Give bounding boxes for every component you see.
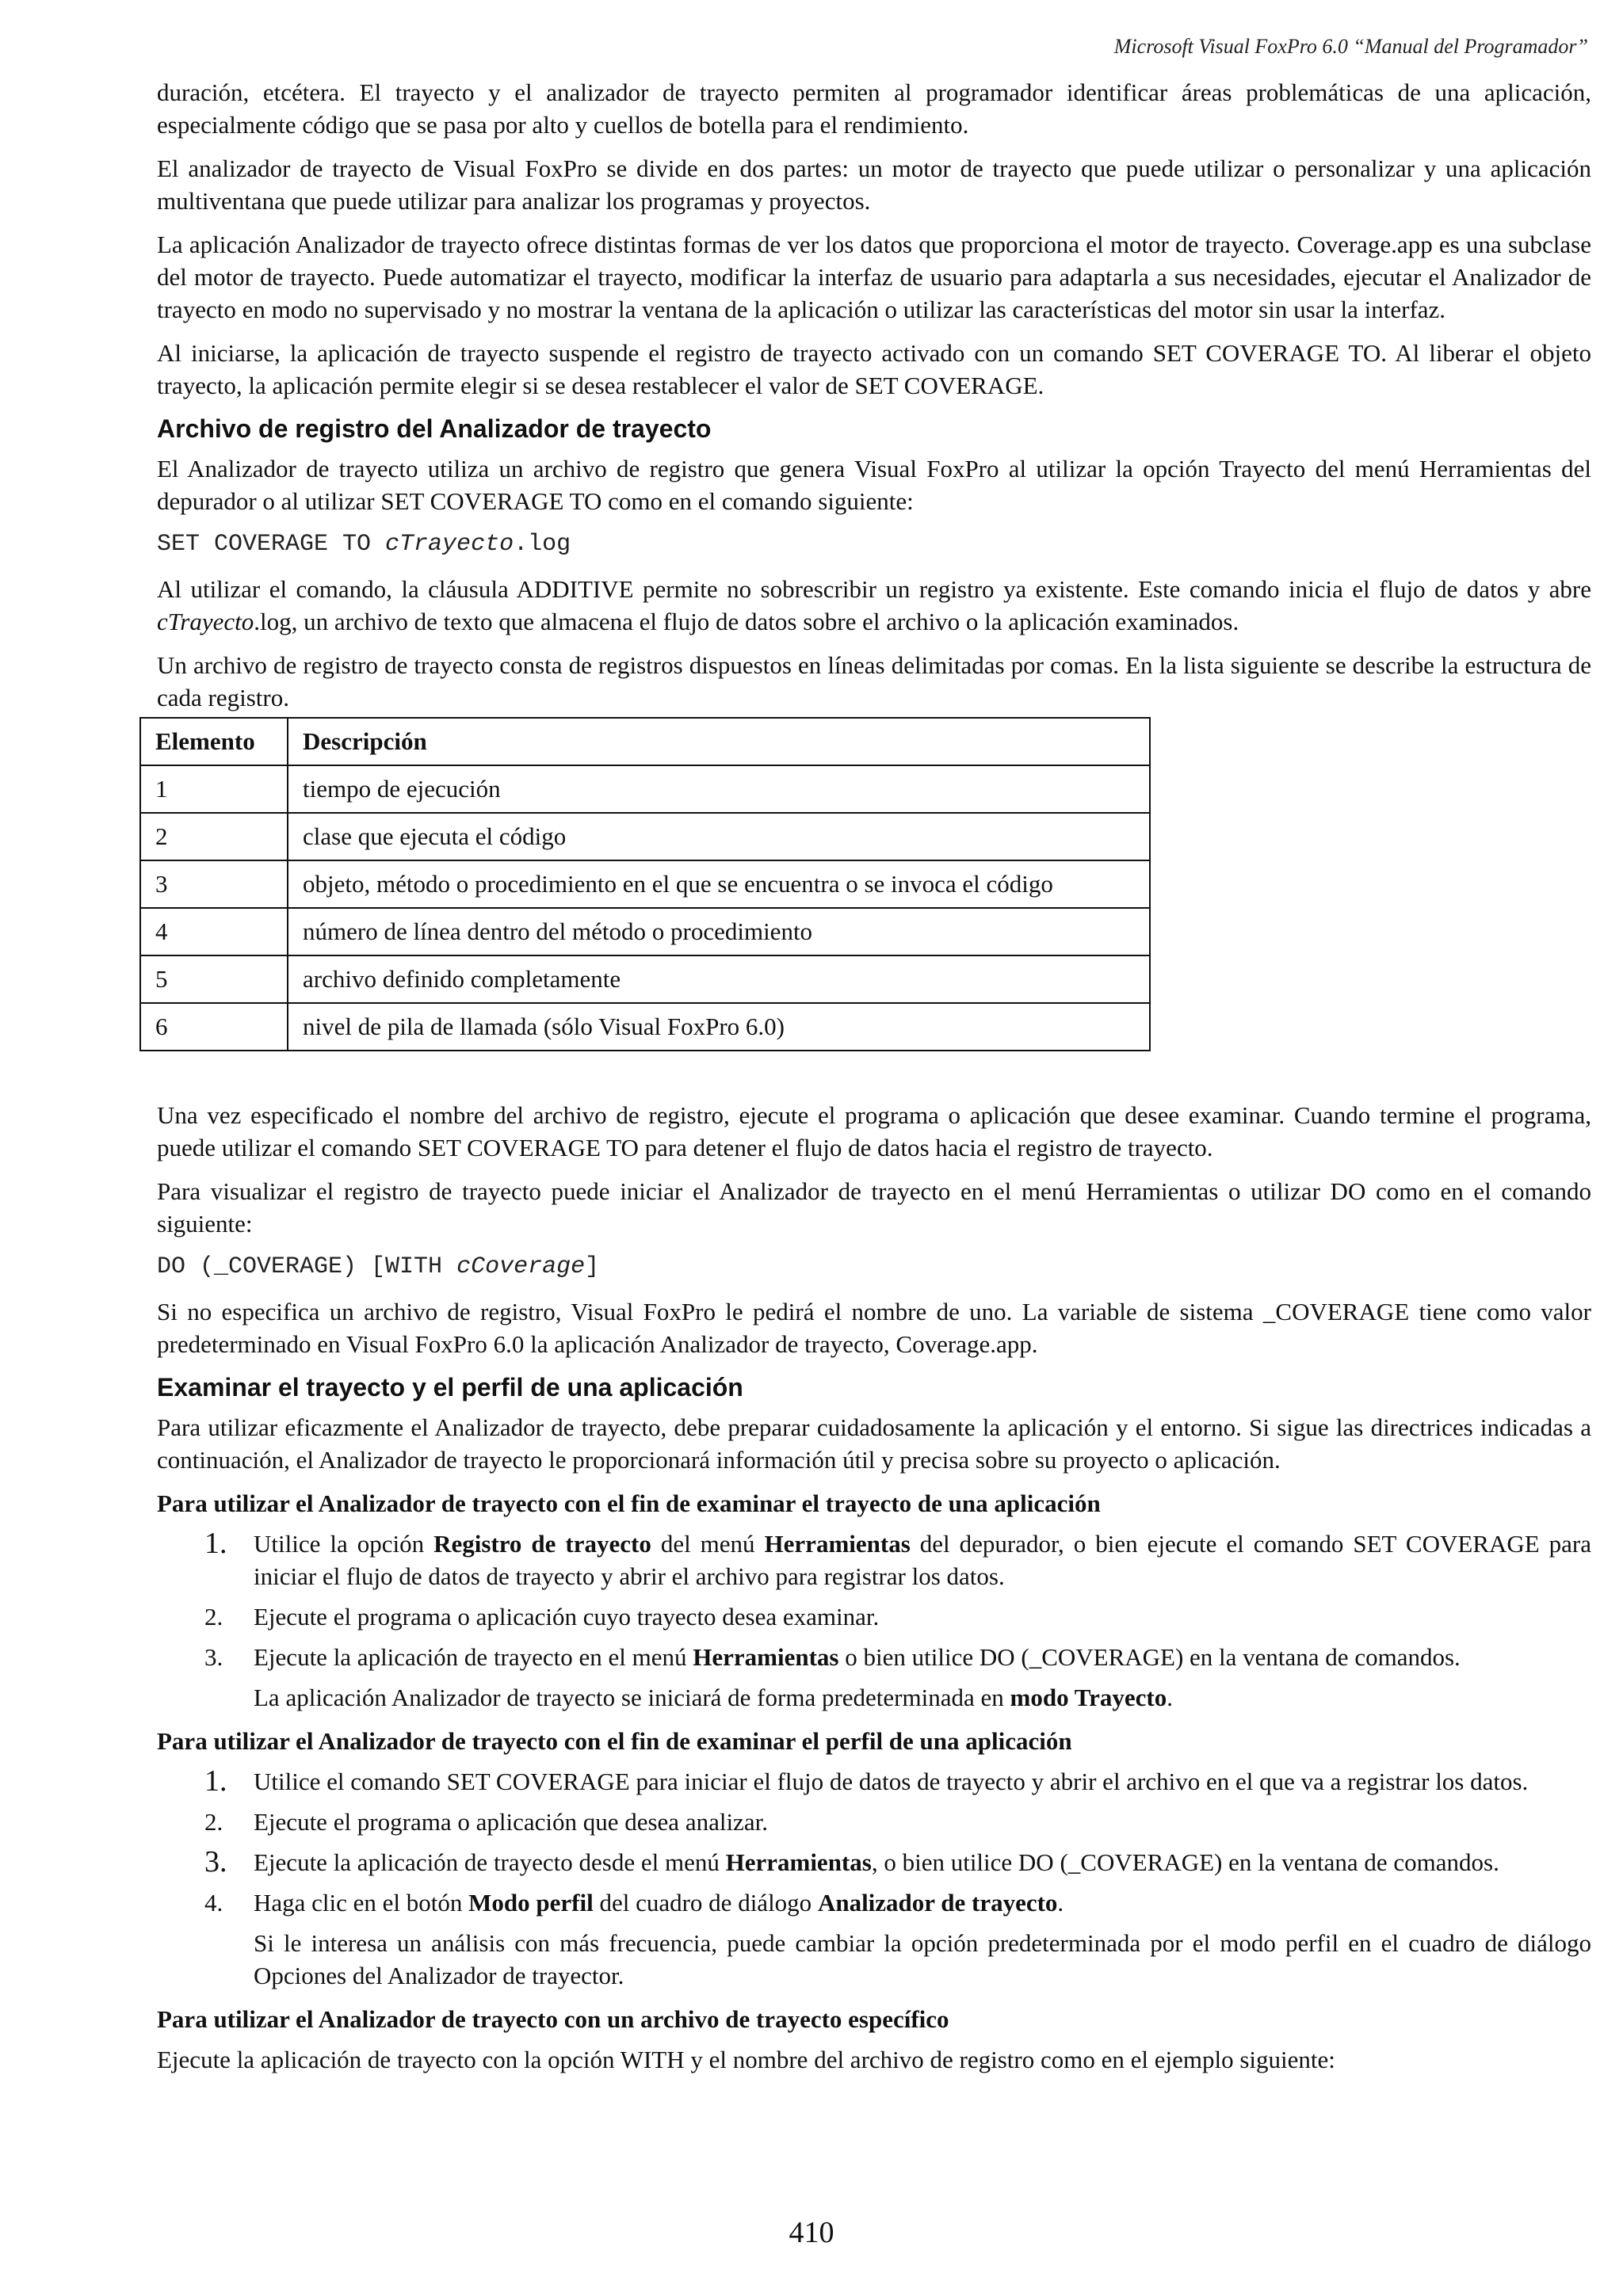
- table-row: [140, 1003, 1150, 1051]
- bold-term: Registro de trayecto: [433, 1530, 651, 1558]
- table-header-row: [140, 718, 1150, 765]
- table-cell: 4: [140, 908, 288, 955]
- step-number: 3.: [204, 1643, 223, 1671]
- bold-term: Analizador de trayecto: [817, 1889, 1058, 1917]
- table-header-cell: Elemento: [140, 718, 288, 765]
- text: Utilice el comando SET COVERAGE para iniciar el flujo de datos de trayecto y abrir el archivo en el que va a registrar los datos.: [254, 1768, 1529, 1795]
- section-heading: Archivo de registro del Analizador de trayecto: [157, 414, 712, 443]
- code-text: DO (_COVERAGE) [WITH: [157, 1253, 457, 1280]
- table-row: [140, 765, 1150, 813]
- bold-term: Herramientas: [725, 1848, 872, 1876]
- table-cell: 2: [140, 813, 288, 860]
- text: Ejecute la aplicación de trayecto en el menú: [254, 1643, 693, 1671]
- intro-paragraph: duración, etcétera. El trayecto y el analizador de trayecto permiten al programador identificar áreas problemáticas de una aplicación, especialmente código que se pasa por alto y cuellos de botella para el rendimiento.: [157, 78, 1591, 139]
- section-heading: Examinar el trayecto y el perfil de una aplicación: [157, 1373, 743, 1402]
- list-item: [157, 1600, 1591, 1633]
- procedure-title: Para utilizar el Analizador de trayecto con el fin de examinar el trayecto de una aplicación: [157, 1489, 1101, 1517]
- code-variable: cCoverage: [456, 1253, 586, 1280]
- table-cell: número de línea dentro del método o procedimiento: [288, 908, 1150, 955]
- table-cell: 3: [140, 860, 288, 908]
- list-item: [157, 1641, 1591, 1673]
- paragraph: Si no especifica un archivo de registro, Visual FoxPro le pedirá el nombre de uno. La variable de sistema _COVERAGE tiene como valor predeterminado en Visual FoxPro 6.0 la aplicación Analizador de trayecto, Coverage.app.: [157, 1298, 1591, 1358]
- intro-paragraph: Al iniciarse, la aplicación de trayecto suspende el registro de trayecto activado con un comando SET COVERAGE TO. Al liberar el objeto trayecto, la aplicación permite elegir si se desea restablecer el valor de SET COVERAGE.: [157, 339, 1591, 399]
- text: o bien utilice DO (_COVERAGE) en la ventana de comandos.: [838, 1643, 1461, 1671]
- table-cell: nivel de pila de llamada (sólo Visual FoxPro 6.0): [288, 1003, 1150, 1051]
- step-note: [157, 1681, 1591, 1714]
- paragraph: [157, 573, 1591, 638]
- table-cell: 5: [140, 955, 288, 1003]
- step-number: 1.: [204, 1764, 227, 1798]
- table-cell: objeto, método o procedimiento en el que se encuentra o se invoca el código: [288, 860, 1150, 908]
- italic-variable: cTrayecto: [157, 608, 254, 635]
- table-cell: 1: [140, 765, 288, 813]
- step-number: 4.: [204, 1889, 223, 1917]
- table-header-cell: Descripción: [288, 718, 1150, 765]
- text: del depurador, o bien ejecute el comando SET COVERAGE para iniciar el flujo de datos de trayecto y abrir el archivo para registrar los datos.: [254, 1530, 1591, 1590]
- text: , o bien utilice DO (_COVERAGE) en la ventana de comandos.: [871, 1848, 1499, 1876]
- list-item: [157, 1527, 1591, 1592]
- procedure-title: Para utilizar el Analizador de trayecto con un archivo de trayecto específico: [157, 2005, 949, 2033]
- text: del menú: [651, 1530, 765, 1558]
- text: .: [1167, 1684, 1173, 1711]
- table-cell: clase que ejecuta el código: [288, 813, 1150, 860]
- intro-paragraph: El analizador de trayecto de Visual FoxPro se divide en dos partes: un motor de trayecto que puede utilizar o personalizar y una aplicación multiventana que puede utilizar para analizar los programas y proyectos.: [157, 154, 1591, 215]
- step-number: 3.: [204, 1845, 227, 1878]
- text: del cuadro de diálogo: [593, 1889, 818, 1917]
- code-sample: [157, 1251, 1591, 1283]
- table-row: [140, 955, 1150, 1003]
- list-item: [157, 1846, 1591, 1878]
- code-text: .log: [514, 531, 571, 558]
- text: Ejecute la aplicación de trayecto desde el menú: [254, 1848, 726, 1876]
- step-number: 1.: [204, 1527, 227, 1560]
- text: Utilice la opción: [254, 1530, 434, 1558]
- bold-term: Herramientas: [693, 1643, 839, 1671]
- text: La aplicación Analizador de trayecto se iniciará de forma predeterminada en: [254, 1684, 1010, 1711]
- code-sample: [157, 528, 1591, 560]
- paragraph: Para utilizar eficazmente el Analizador de trayecto, debe preparar cuidadosamente la aplicación y el entorno. Si sigue las directrices indicadas a continuación, el Analizador de trayecto le proporcionará información útil y precisa sobre su proyecto o aplicación.: [157, 1413, 1591, 1474]
- table-row: [140, 813, 1150, 860]
- procedure-title: Para utilizar el Analizador de trayecto con el fin de examinar el perfil de una aplicación: [157, 1727, 1072, 1755]
- text: Ejecute el programa o aplicación cuyo trayecto desea examinar.: [254, 1603, 880, 1630]
- step-number: 2.: [204, 1603, 223, 1630]
- paragraph: El Analizador de trayecto utiliza un archivo de registro que genera Visual FoxPro al utilizar la opción Trayecto del menú Herramientas del depurador o al utilizar SET COVERAGE TO como en el comando siguiente:: [157, 455, 1591, 515]
- text: .: [1057, 1889, 1064, 1917]
- list-item: [157, 1765, 1591, 1798]
- step-number: 2.: [204, 1808, 223, 1836]
- bold-term: Modo perfil: [468, 1889, 594, 1917]
- text: Haga clic en el botón: [254, 1889, 469, 1917]
- list-item: [157, 1886, 1591, 1919]
- text: .log, un archivo de texto que almacena el flujo de datos sobre el archivo o la aplicación examinados.: [254, 608, 1239, 635]
- table-cell: archivo definido completamente: [288, 955, 1150, 1003]
- intro-paragraph: La aplicación Analizador de trayecto ofrece distintas formas de ver los datos que proporciona el motor de trayecto. Coverage.app es una subclase del motor de trayecto. Puede automatizar el trayecto, modificar la interfaz de usuario para adaptarla a sus necesidades, ejecutar el Analizador de trayecto en modo no supervisado y no mostrar la ventana de la aplicación o utilizar las características del motor sin usar la interfaz.: [157, 231, 1591, 323]
- paragraph: Un archivo de registro de trayecto consta de registros dispuestos en líneas delimitadas por comas. En la lista siguiente se describe la estructura de cada registro.: [157, 651, 1591, 711]
- procedure-steps: [157, 1527, 1591, 1673]
- code-text: SET COVERAGE TO: [157, 531, 386, 558]
- code-variable: cTrayecto: [385, 531, 514, 558]
- procedure-steps: [157, 1765, 1591, 1919]
- text: Ejecute el programa o aplicación que desea analizar.: [254, 1808, 768, 1836]
- running-header: Microsoft Visual FoxPro 6.0 “Manual del Programador”: [1113, 35, 1588, 58]
- bold-term: modo Trayecto: [1010, 1684, 1167, 1711]
- table-cell: 6: [140, 1003, 288, 1051]
- table-row: [140, 860, 1150, 908]
- table-row: [140, 908, 1150, 955]
- step-note: Si le interesa un análisis con más frecuencia, puede cambiar la opción predeterminada por el modo perfil en el cuadro de diálogo Opciones del Analizador de trayector.: [254, 1929, 1591, 1989]
- spacer: [157, 1051, 1591, 1099]
- page-number: 410: [789, 2216, 834, 2249]
- code-text: ]: [585, 1253, 600, 1280]
- bold-term: Herramientas: [764, 1530, 911, 1558]
- paragraph: Ejecute la aplicación de trayecto con la opción WITH y el nombre del archivo de registro como en el ejemplo siguiente:: [157, 2046, 1335, 2073]
- paragraph: Una vez especificado el nombre del archivo de registro, ejecute el programa o aplicación que desee examinar. Cuando termine el programa, puede utilizar el comando SET COVERAGE TO para detener el flujo de datos hacia el registro de trayecto.: [157, 1101, 1591, 1161]
- record-structure-table: [139, 717, 1151, 1051]
- paragraph: Para visualizar el registro de trayecto puede iniciar el Analizador de trayecto en el menú Herramientas o utilizar DO como en el comando siguiente:: [157, 1177, 1591, 1238]
- text: Al utilizar el comando, la cláusula ADDITIVE permite no sobrescribir un registro ya existente. Este comando inicia el flujo de datos y abre: [157, 575, 1591, 603]
- table-cell: tiempo de ejecución: [288, 765, 1150, 813]
- page-content: [157, 76, 1591, 2087]
- list-item: [157, 1806, 1591, 1838]
